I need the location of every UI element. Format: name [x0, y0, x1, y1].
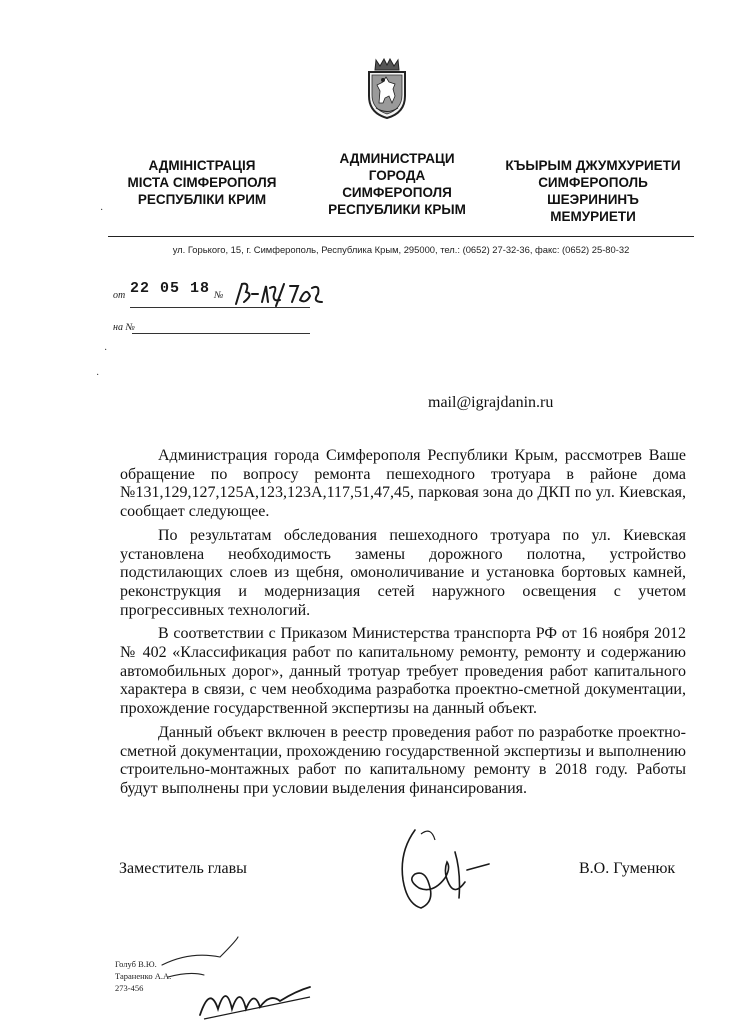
header-russian-line: АДМИНИСТРАЦИ	[339, 151, 455, 166]
header-crimean-tatar-line: МЕМУРИЕТИ	[550, 209, 636, 224]
executor-line: 273-456	[115, 983, 144, 993]
signatory-name: В.О. Гуменюк	[579, 860, 676, 877]
header-crimean-tatar	[490, 157, 696, 225]
signatory-title: Заместитель главы	[119, 860, 247, 877]
header-divider	[108, 236, 694, 237]
handwritten-signature-icon	[385, 822, 505, 914]
header-russian	[312, 150, 482, 218]
registration-on-label: на №	[113, 322, 135, 333]
margin-mark: ·	[100, 205, 104, 216]
header-crimean-tatar-line: ШЕЭРИНИНЪ	[547, 192, 639, 207]
header-ukrainian-line: АДМІНІСТРАЦІЯ	[148, 158, 256, 173]
header-russian-line: РЕСПУБЛИКИ КРЫМ	[328, 202, 466, 217]
registration-number-label: №	[214, 290, 224, 301]
margin-mark: ·	[104, 345, 108, 356]
body-paragraph: В соответствии с Приказом Министерства транспорта РФ от 16 ноября 2012 № 402 «Классификация работ по капитальному ремонту, ремонту и содержанию автомобильных дорог», данный тротуар требует проведения работ капитального характера в связи, с чем необходима разработка проектно-сметной документации, прохождение государственной экспертизы на данный объект.	[120, 625, 686, 718]
executor-line: Голуб В.Ю.	[115, 959, 157, 969]
registration-from-label: от	[113, 290, 126, 301]
recipient-email: mail@igrajdanin.ru	[428, 394, 554, 411]
header-ukrainian-line: МІСТА СІМФЕРОПОЛЯ	[127, 175, 277, 190]
header-russian-line: ГОРОДА	[368, 168, 426, 183]
executor-initials-marks	[160, 935, 320, 1020]
executor-line: Тараненко А.А.	[115, 971, 172, 981]
header-ukrainian	[108, 157, 296, 208]
registration-on-underline	[132, 333, 310, 334]
registration-number-handwritten	[232, 278, 332, 308]
margin-mark: ·	[96, 370, 100, 381]
registration-date: 22 05 18	[130, 280, 211, 297]
header-ukrainian-line: РЕСПУБЛІКИ КРИМ	[137, 192, 267, 207]
letter-body	[120, 447, 686, 804]
header-crimean-tatar-line: СИМФЕРОПОЛЬ	[538, 175, 648, 190]
header-russian-line: СИМФЕРОПОЛЯ	[342, 185, 452, 200]
header-crimean-tatar-line: КЪЫРЫМ ДЖУМХУРИЕТИ	[505, 158, 681, 173]
coat-of-arms-icon	[362, 58, 412, 120]
header-address: ул. Горького, 15, г. Симферополь, Республика Крым, 295000, тел.: (0652) 27-32-36, факс: (0652) 25-80-32	[172, 244, 630, 255]
body-paragraph: Администрация города Симферополя Республики Крым, рассмотрев Ваше обращение по вопросу ремонта пешеходного тротуара в районе дома №131,129,127,125А,123,123А,117,51,47,45, парковая зона до ДКП по ул. Киевская, сообщает следующее.	[120, 447, 686, 521]
body-paragraph: Данный объект включен в реестр проведения работ по разработке проектно-сметной документации, прохождению государственной экспертизы и выполнению строительно-монтажных работ по капитальному ремонту в 2018 году. Работы будут выполнены при условии выделения финансирования.	[120, 723, 686, 797]
registration-date-underline	[130, 307, 310, 308]
body-paragraph: По результатам обследования пешеходного тротуара по ул. Киевская установлена необходимость замены дорожного полотна, устройство подстилающих слоев из щебня, омоноличивание и установка бортовых камней, реконструкция и модернизация сетей наружного освещения с учетом прогрессивных технологий.	[120, 526, 686, 619]
